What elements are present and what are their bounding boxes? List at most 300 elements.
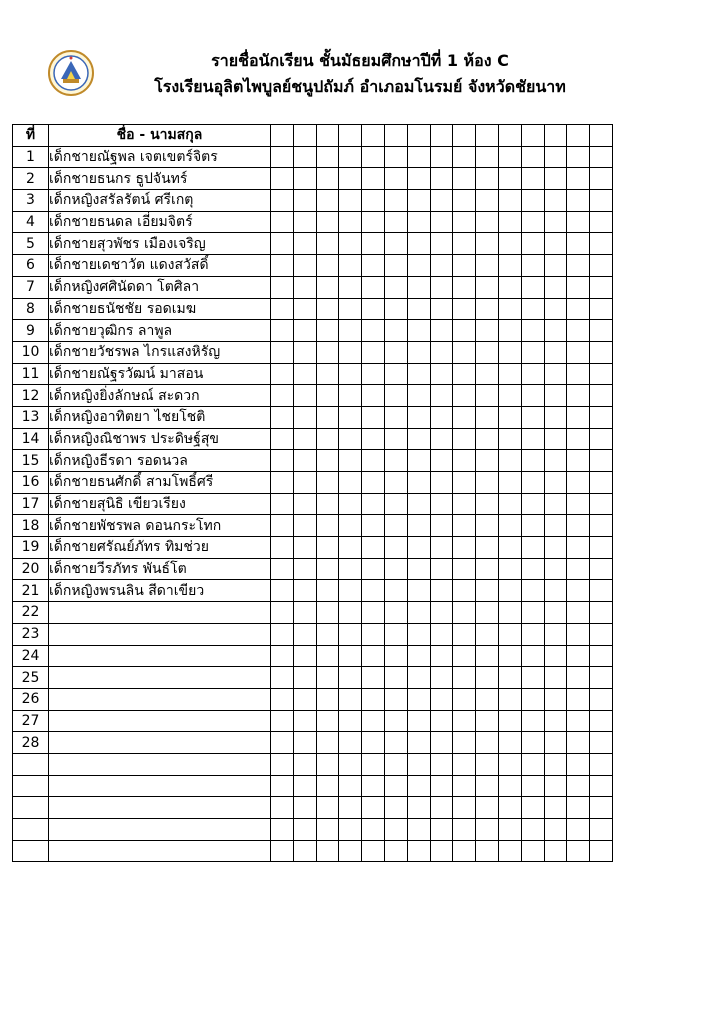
- check-cell[interactable]: [590, 558, 613, 580]
- check-cell[interactable]: [590, 211, 613, 233]
- check-cell[interactable]: [316, 819, 339, 841]
- check-cell[interactable]: [544, 363, 567, 385]
- check-cell[interactable]: [271, 667, 294, 689]
- check-cell[interactable]: [271, 363, 294, 385]
- check-cell[interactable]: [476, 710, 499, 732]
- check-cell[interactable]: [407, 255, 430, 277]
- check-cell[interactable]: [362, 298, 385, 320]
- check-cell[interactable]: [407, 450, 430, 472]
- check-cell[interactable]: [362, 428, 385, 450]
- check-cell[interactable]: [293, 753, 316, 775]
- check-cell[interactable]: [339, 363, 362, 385]
- check-cell[interactable]: [498, 450, 521, 472]
- check-cell[interactable]: [339, 406, 362, 428]
- check-cell[interactable]: [339, 428, 362, 450]
- check-cell[interactable]: [521, 558, 544, 580]
- check-cell[interactable]: [544, 797, 567, 819]
- check-cell[interactable]: [590, 667, 613, 689]
- check-cell[interactable]: [498, 385, 521, 407]
- check-cell[interactable]: [498, 558, 521, 580]
- check-cell[interactable]: [544, 710, 567, 732]
- check-cell[interactable]: [384, 732, 407, 754]
- check-cell[interactable]: [430, 320, 453, 342]
- check-cell[interactable]: [316, 710, 339, 732]
- check-cell[interactable]: [271, 515, 294, 537]
- check-cell[interactable]: [544, 580, 567, 602]
- check-cell[interactable]: [407, 428, 430, 450]
- check-cell[interactable]: [498, 363, 521, 385]
- check-cell[interactable]: [407, 797, 430, 819]
- check-cell[interactable]: [590, 645, 613, 667]
- check-cell[interactable]: [521, 211, 544, 233]
- check-cell[interactable]: [476, 775, 499, 797]
- check-cell[interactable]: [498, 732, 521, 754]
- check-cell[interactable]: [430, 233, 453, 255]
- check-cell[interactable]: [407, 558, 430, 580]
- check-cell[interactable]: [362, 819, 385, 841]
- check-cell[interactable]: [339, 515, 362, 537]
- check-cell[interactable]: [430, 753, 453, 775]
- check-cell[interactable]: [316, 276, 339, 298]
- check-cell[interactable]: [362, 537, 385, 559]
- check-cell[interactable]: [362, 406, 385, 428]
- check-cell[interactable]: [271, 580, 294, 602]
- check-cell[interactable]: [293, 732, 316, 754]
- check-cell[interactable]: [362, 168, 385, 190]
- check-cell[interactable]: [430, 775, 453, 797]
- check-cell[interactable]: [407, 623, 430, 645]
- check-cell[interactable]: [384, 623, 407, 645]
- check-cell[interactable]: [430, 190, 453, 212]
- check-cell[interactable]: [430, 385, 453, 407]
- check-cell[interactable]: [316, 363, 339, 385]
- check-cell[interactable]: [362, 450, 385, 472]
- check-cell[interactable]: [590, 775, 613, 797]
- check-cell[interactable]: [339, 558, 362, 580]
- check-cell[interactable]: [430, 602, 453, 624]
- check-cell[interactable]: [567, 602, 590, 624]
- check-cell[interactable]: [544, 623, 567, 645]
- check-cell[interactable]: [498, 797, 521, 819]
- check-cell[interactable]: [384, 211, 407, 233]
- check-cell[interactable]: [339, 255, 362, 277]
- check-cell[interactable]: [316, 341, 339, 363]
- check-cell[interactable]: [544, 602, 567, 624]
- check-cell[interactable]: [453, 840, 476, 862]
- check-cell[interactable]: [453, 233, 476, 255]
- check-cell[interactable]: [316, 667, 339, 689]
- check-cell[interactable]: [316, 320, 339, 342]
- check-cell[interactable]: [362, 341, 385, 363]
- check-cell[interactable]: [476, 753, 499, 775]
- check-cell[interactable]: [544, 558, 567, 580]
- check-cell[interactable]: [453, 320, 476, 342]
- check-cell[interactable]: [271, 428, 294, 450]
- check-cell[interactable]: [498, 580, 521, 602]
- check-cell[interactable]: [339, 602, 362, 624]
- check-cell[interactable]: [407, 840, 430, 862]
- check-cell[interactable]: [384, 840, 407, 862]
- check-cell[interactable]: [498, 515, 521, 537]
- check-cell[interactable]: [271, 558, 294, 580]
- check-cell[interactable]: [362, 515, 385, 537]
- check-cell[interactable]: [362, 580, 385, 602]
- check-cell[interactable]: [316, 385, 339, 407]
- check-cell[interactable]: [453, 753, 476, 775]
- check-cell[interactable]: [521, 797, 544, 819]
- student-name[interactable]: [49, 840, 271, 862]
- check-cell[interactable]: [362, 211, 385, 233]
- check-cell[interactable]: [590, 602, 613, 624]
- check-cell[interactable]: [590, 840, 613, 862]
- check-cell[interactable]: [453, 819, 476, 841]
- check-cell[interactable]: [271, 732, 294, 754]
- check-cell[interactable]: [293, 363, 316, 385]
- check-cell[interactable]: [339, 840, 362, 862]
- check-cell[interactable]: [293, 819, 316, 841]
- check-cell[interactable]: [362, 472, 385, 494]
- check-cell[interactable]: [316, 732, 339, 754]
- check-cell[interactable]: [293, 688, 316, 710]
- check-cell[interactable]: [590, 428, 613, 450]
- check-cell[interactable]: [498, 298, 521, 320]
- check-cell[interactable]: [453, 168, 476, 190]
- check-cell[interactable]: [293, 710, 316, 732]
- check-cell[interactable]: [498, 840, 521, 862]
- check-cell[interactable]: [339, 732, 362, 754]
- check-cell[interactable]: [384, 667, 407, 689]
- check-cell[interactable]: [590, 537, 613, 559]
- check-cell[interactable]: [339, 775, 362, 797]
- check-cell[interactable]: [339, 819, 362, 841]
- check-cell[interactable]: [316, 190, 339, 212]
- check-cell[interactable]: [567, 450, 590, 472]
- check-cell[interactable]: [567, 515, 590, 537]
- check-cell[interactable]: [271, 233, 294, 255]
- check-cell[interactable]: [544, 211, 567, 233]
- check-cell[interactable]: [567, 580, 590, 602]
- check-cell[interactable]: [316, 211, 339, 233]
- check-cell[interactable]: [316, 753, 339, 775]
- check-cell[interactable]: [407, 602, 430, 624]
- check-cell[interactable]: [590, 450, 613, 472]
- check-cell[interactable]: [453, 450, 476, 472]
- check-cell[interactable]: [316, 450, 339, 472]
- check-cell[interactable]: [498, 537, 521, 559]
- check-cell[interactable]: [271, 168, 294, 190]
- check-cell[interactable]: [271, 276, 294, 298]
- check-cell[interactable]: [339, 385, 362, 407]
- check-cell[interactable]: [476, 276, 499, 298]
- check-cell[interactable]: [567, 688, 590, 710]
- check-cell[interactable]: [476, 211, 499, 233]
- check-cell[interactable]: [430, 211, 453, 233]
- check-cell[interactable]: [271, 710, 294, 732]
- student-name[interactable]: [49, 797, 271, 819]
- check-cell[interactable]: [271, 775, 294, 797]
- check-cell[interactable]: [430, 255, 453, 277]
- check-cell[interactable]: [339, 645, 362, 667]
- check-cell[interactable]: [544, 645, 567, 667]
- check-cell[interactable]: [544, 190, 567, 212]
- check-cell[interactable]: [521, 580, 544, 602]
- check-cell[interactable]: [271, 623, 294, 645]
- check-cell[interactable]: [384, 428, 407, 450]
- check-cell[interactable]: [453, 645, 476, 667]
- check-cell[interactable]: [407, 710, 430, 732]
- check-cell[interactable]: [339, 298, 362, 320]
- check-cell[interactable]: [430, 710, 453, 732]
- check-cell[interactable]: [293, 168, 316, 190]
- check-cell[interactable]: [430, 341, 453, 363]
- check-cell[interactable]: [339, 623, 362, 645]
- check-cell[interactable]: [384, 645, 407, 667]
- check-cell[interactable]: [476, 840, 499, 862]
- check-cell[interactable]: [453, 472, 476, 494]
- check-cell[interactable]: [407, 472, 430, 494]
- check-cell[interactable]: [293, 537, 316, 559]
- check-cell[interactable]: [453, 255, 476, 277]
- check-cell[interactable]: [521, 146, 544, 168]
- check-cell[interactable]: [430, 558, 453, 580]
- check-cell[interactable]: [271, 211, 294, 233]
- check-cell[interactable]: [430, 298, 453, 320]
- check-cell[interactable]: [316, 255, 339, 277]
- check-cell[interactable]: [430, 406, 453, 428]
- check-cell[interactable]: [384, 168, 407, 190]
- check-cell[interactable]: [453, 363, 476, 385]
- check-cell[interactable]: [453, 385, 476, 407]
- check-cell[interactable]: [271, 472, 294, 494]
- check-cell[interactable]: [521, 363, 544, 385]
- check-cell[interactable]: [498, 645, 521, 667]
- check-cell[interactable]: [384, 255, 407, 277]
- check-cell[interactable]: [271, 406, 294, 428]
- check-cell[interactable]: [293, 341, 316, 363]
- check-cell[interactable]: [521, 493, 544, 515]
- check-cell[interactable]: [453, 515, 476, 537]
- check-cell[interactable]: [384, 493, 407, 515]
- check-cell[interactable]: [544, 472, 567, 494]
- check-cell[interactable]: [498, 233, 521, 255]
- check-cell[interactable]: [453, 276, 476, 298]
- check-cell[interactable]: [316, 233, 339, 255]
- check-cell[interactable]: [498, 710, 521, 732]
- check-cell[interactable]: [293, 233, 316, 255]
- check-cell[interactable]: [271, 819, 294, 841]
- check-cell[interactable]: [362, 363, 385, 385]
- check-cell[interactable]: [453, 602, 476, 624]
- check-cell[interactable]: [339, 537, 362, 559]
- check-cell[interactable]: [339, 688, 362, 710]
- check-cell[interactable]: [293, 190, 316, 212]
- check-cell[interactable]: [590, 732, 613, 754]
- check-cell[interactable]: [407, 645, 430, 667]
- check-cell[interactable]: [293, 298, 316, 320]
- check-cell[interactable]: [476, 298, 499, 320]
- check-cell[interactable]: [567, 819, 590, 841]
- check-cell[interactable]: [453, 623, 476, 645]
- check-cell[interactable]: [362, 710, 385, 732]
- check-cell[interactable]: [384, 797, 407, 819]
- check-cell[interactable]: [362, 320, 385, 342]
- check-cell[interactable]: [590, 298, 613, 320]
- check-cell[interactable]: [407, 211, 430, 233]
- check-cell[interactable]: [407, 276, 430, 298]
- check-cell[interactable]: [544, 385, 567, 407]
- check-cell[interactable]: [521, 168, 544, 190]
- check-cell[interactable]: [590, 276, 613, 298]
- check-cell[interactable]: [567, 168, 590, 190]
- check-cell[interactable]: [567, 363, 590, 385]
- check-cell[interactable]: [407, 146, 430, 168]
- check-cell[interactable]: [384, 688, 407, 710]
- check-cell[interactable]: [271, 493, 294, 515]
- check-cell[interactable]: [430, 819, 453, 841]
- check-cell[interactable]: [271, 537, 294, 559]
- check-cell[interactable]: [339, 190, 362, 212]
- check-cell[interactable]: [293, 211, 316, 233]
- check-cell[interactable]: [476, 363, 499, 385]
- check-cell[interactable]: [567, 211, 590, 233]
- check-cell[interactable]: [316, 515, 339, 537]
- check-cell[interactable]: [567, 493, 590, 515]
- check-cell[interactable]: [407, 688, 430, 710]
- check-cell[interactable]: [316, 775, 339, 797]
- check-cell[interactable]: [567, 667, 590, 689]
- check-cell[interactable]: [544, 146, 567, 168]
- check-cell[interactable]: [384, 363, 407, 385]
- check-cell[interactable]: [293, 320, 316, 342]
- check-cell[interactable]: [407, 493, 430, 515]
- check-cell[interactable]: [384, 710, 407, 732]
- check-cell[interactable]: [476, 623, 499, 645]
- check-cell[interactable]: [362, 558, 385, 580]
- check-cell[interactable]: [476, 341, 499, 363]
- check-cell[interactable]: [521, 406, 544, 428]
- check-cell[interactable]: [567, 190, 590, 212]
- check-cell[interactable]: [316, 298, 339, 320]
- check-cell[interactable]: [407, 515, 430, 537]
- check-cell[interactable]: [590, 406, 613, 428]
- check-cell[interactable]: [316, 406, 339, 428]
- check-cell[interactable]: [293, 558, 316, 580]
- check-cell[interactable]: [498, 341, 521, 363]
- check-cell[interactable]: [544, 341, 567, 363]
- check-cell[interactable]: [271, 146, 294, 168]
- check-cell[interactable]: [384, 233, 407, 255]
- check-cell[interactable]: [498, 428, 521, 450]
- check-cell[interactable]: [590, 168, 613, 190]
- check-cell[interactable]: [339, 233, 362, 255]
- check-cell[interactable]: [339, 341, 362, 363]
- check-cell[interactable]: [316, 797, 339, 819]
- check-cell[interactable]: [521, 233, 544, 255]
- check-cell[interactable]: [476, 732, 499, 754]
- check-cell[interactable]: [544, 537, 567, 559]
- check-cell[interactable]: [590, 710, 613, 732]
- check-cell[interactable]: [384, 190, 407, 212]
- check-cell[interactable]: [567, 341, 590, 363]
- check-cell[interactable]: [293, 775, 316, 797]
- check-cell[interactable]: [521, 753, 544, 775]
- check-cell[interactable]: [430, 667, 453, 689]
- check-cell[interactable]: [384, 537, 407, 559]
- check-cell[interactable]: [430, 428, 453, 450]
- check-cell[interactable]: [407, 233, 430, 255]
- check-cell[interactable]: [430, 645, 453, 667]
- check-cell[interactable]: [521, 623, 544, 645]
- check-cell[interactable]: [476, 428, 499, 450]
- check-cell[interactable]: [384, 753, 407, 775]
- check-cell[interactable]: [521, 428, 544, 450]
- check-cell[interactable]: [339, 493, 362, 515]
- check-cell[interactable]: [407, 819, 430, 841]
- check-cell[interactable]: [339, 211, 362, 233]
- check-cell[interactable]: [316, 493, 339, 515]
- check-cell[interactable]: [339, 710, 362, 732]
- check-cell[interactable]: [476, 688, 499, 710]
- check-cell[interactable]: [316, 688, 339, 710]
- check-cell[interactable]: [316, 840, 339, 862]
- check-cell[interactable]: [476, 580, 499, 602]
- check-cell[interactable]: [453, 298, 476, 320]
- check-cell[interactable]: [590, 341, 613, 363]
- check-cell[interactable]: [384, 341, 407, 363]
- check-cell[interactable]: [590, 753, 613, 775]
- check-cell[interactable]: [339, 472, 362, 494]
- check-cell[interactable]: [544, 276, 567, 298]
- check-cell[interactable]: [476, 233, 499, 255]
- check-cell[interactable]: [453, 211, 476, 233]
- check-cell[interactable]: [521, 710, 544, 732]
- check-cell[interactable]: [567, 320, 590, 342]
- check-cell[interactable]: [430, 515, 453, 537]
- check-cell[interactable]: [362, 255, 385, 277]
- check-cell[interactable]: [293, 472, 316, 494]
- check-cell[interactable]: [430, 146, 453, 168]
- check-cell[interactable]: [316, 558, 339, 580]
- check-cell[interactable]: [476, 645, 499, 667]
- check-cell[interactable]: [544, 667, 567, 689]
- check-cell[interactable]: [590, 580, 613, 602]
- check-cell[interactable]: [567, 233, 590, 255]
- check-cell[interactable]: [544, 450, 567, 472]
- check-cell[interactable]: [384, 450, 407, 472]
- check-cell[interactable]: [453, 580, 476, 602]
- check-cell[interactable]: [567, 255, 590, 277]
- check-cell[interactable]: [544, 255, 567, 277]
- check-cell[interactable]: [407, 406, 430, 428]
- check-cell[interactable]: [362, 840, 385, 862]
- check-cell[interactable]: [362, 233, 385, 255]
- check-cell[interactable]: [293, 406, 316, 428]
- check-cell[interactable]: [544, 732, 567, 754]
- check-cell[interactable]: [476, 493, 499, 515]
- check-cell[interactable]: [293, 797, 316, 819]
- check-cell[interactable]: [384, 819, 407, 841]
- check-cell[interactable]: [521, 775, 544, 797]
- check-cell[interactable]: [544, 168, 567, 190]
- check-cell[interactable]: [590, 190, 613, 212]
- check-cell[interactable]: [339, 580, 362, 602]
- check-cell[interactable]: [521, 537, 544, 559]
- check-cell[interactable]: [430, 450, 453, 472]
- check-cell[interactable]: [544, 753, 567, 775]
- check-cell[interactable]: [453, 732, 476, 754]
- check-cell[interactable]: [407, 732, 430, 754]
- check-cell[interactable]: [316, 168, 339, 190]
